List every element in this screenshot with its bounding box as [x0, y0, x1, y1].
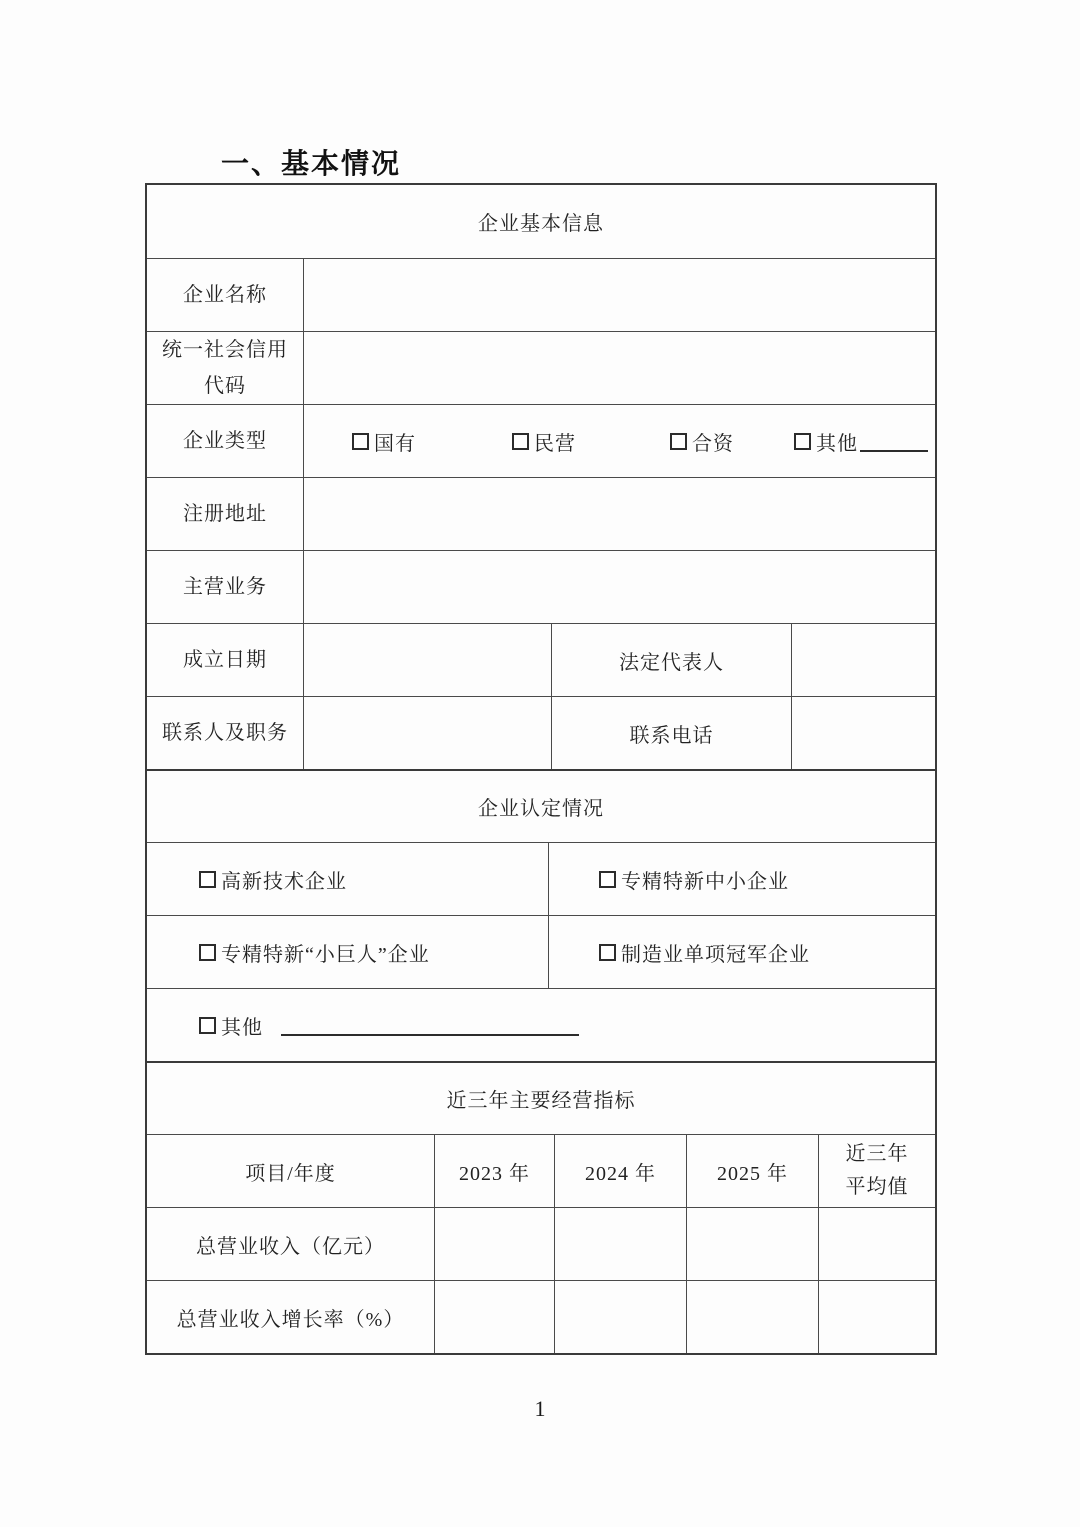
section-heading: 一、基本情况: [221, 148, 402, 179]
indicators-project-year-header: 项目/年度: [245, 1162, 336, 1185]
indicator-average-input[interactable]: [818, 1281, 935, 1353]
checkbox-icon[interactable]: [199, 944, 216, 961]
type-option-label: 其他: [816, 432, 858, 455]
checkbox-icon[interactable]: [670, 433, 687, 450]
indicator-2024-input[interactable]: [554, 1281, 686, 1353]
cert-option-little-giant[interactable]: [147, 916, 548, 988]
cert-option-other[interactable]: [147, 989, 935, 1061]
type-option-joint-venture[interactable]: [670, 427, 734, 456]
company-type-options: [303, 405, 935, 477]
cert-option-label: 其他: [221, 1016, 263, 1039]
indicator-label: 总营业收入（亿元）: [196, 1235, 385, 1258]
company-name-label: 企业名称: [183, 284, 267, 306]
type-option-label: 民营: [534, 432, 576, 455]
indicator-row-total-revenue: [147, 1207, 935, 1280]
credit-code-input[interactable]: [303, 332, 935, 404]
indicators-section-title: 近三年主要经营指标: [446, 1090, 636, 1112]
certification-row-2: [147, 915, 935, 988]
indicator-2025-input[interactable]: [686, 1208, 818, 1280]
legal-rep-label: 法定代表人: [551, 624, 791, 696]
cert-option-single-champion[interactable]: [548, 916, 935, 988]
indicator-2023-input[interactable]: [434, 1208, 554, 1280]
indicator-row-revenue-growth: [147, 1280, 935, 1353]
indicator-2024-input[interactable]: [554, 1208, 686, 1280]
main-business-input[interactable]: [303, 551, 935, 623]
cert-option-high-tech[interactable]: [147, 843, 548, 915]
type-option-label: 合资: [692, 432, 734, 455]
indicators-average-header-line2: 平均值: [845, 1176, 909, 1198]
indicators-2025-header: 2025 年: [686, 1135, 818, 1207]
checkbox-icon[interactable]: [794, 433, 811, 450]
basic-info-header-row: [147, 185, 935, 258]
registered-address-row: [147, 477, 935, 550]
enterprise-form-table: [145, 183, 937, 1355]
credit-code-row: [147, 331, 935, 404]
indicator-average-input[interactable]: [818, 1208, 935, 1280]
cert-option-label: 高新技术企业: [221, 870, 347, 893]
checkbox-icon[interactable]: [599, 944, 616, 961]
indicators-average-header: [818, 1135, 935, 1207]
company-type-row: [147, 404, 935, 477]
checkbox-icon[interactable]: [199, 1017, 216, 1034]
indicators-2023-header: 2023 年: [434, 1135, 554, 1207]
indicators-header-row: [147, 1061, 935, 1134]
type-option-private[interactable]: [512, 427, 576, 456]
type-option-state-owned[interactable]: [352, 427, 416, 456]
cert-option-sme[interactable]: [548, 843, 935, 915]
certification-header-row: [147, 769, 935, 842]
checkbox-icon[interactable]: [512, 433, 529, 450]
indicators-average-header-line1: 近三年: [845, 1143, 909, 1165]
contact-phone-label: 联系电话: [551, 697, 791, 769]
page-number: 1: [534, 1396, 546, 1421]
indicators-2024-header: 2024 年: [554, 1135, 686, 1207]
indicator-label: 总营业收入增长率（%）: [176, 1308, 405, 1331]
indicators-column-header-row: [147, 1134, 935, 1207]
registered-address-input[interactable]: [303, 478, 935, 550]
main-business-label: 主营业务: [183, 576, 267, 598]
basic-info-section-title: 企业基本信息: [478, 213, 604, 235]
type-option-other[interactable]: [794, 427, 928, 456]
establish-date-label: 成立日期: [183, 649, 267, 671]
company-name-row: [147, 258, 935, 331]
cert-option-label: 制造业单项冠军企业: [621, 943, 810, 966]
type-other-fill-in-line[interactable]: [860, 430, 928, 452]
checkbox-icon[interactable]: [599, 871, 616, 888]
checkbox-icon[interactable]: [352, 433, 369, 450]
indicator-2025-input[interactable]: [686, 1281, 818, 1353]
cert-option-label: 专精特新“小巨人”企业: [221, 943, 430, 966]
contact-person-row: [147, 696, 935, 769]
contact-phone-input[interactable]: [791, 697, 935, 769]
type-option-label: 国有: [374, 432, 416, 455]
credit-code-label: 统一社会信用代码: [162, 339, 288, 397]
certification-section-title: 企业认定情况: [478, 798, 604, 820]
certification-row-1: [147, 842, 935, 915]
main-business-row: [147, 550, 935, 623]
checkbox-icon[interactable]: [199, 871, 216, 888]
indicator-2023-input[interactable]: [434, 1281, 554, 1353]
establish-date-input[interactable]: [303, 624, 551, 696]
registered-address-label: 注册地址: [183, 503, 267, 525]
contact-person-label: 联系人及职务: [162, 722, 288, 744]
contact-person-input[interactable]: [303, 697, 551, 769]
legal-rep-input[interactable]: [791, 624, 935, 696]
company-type-label: 企业类型: [183, 430, 267, 452]
certification-row-other: [147, 988, 935, 1061]
cert-other-fill-in-line[interactable]: [281, 1014, 579, 1036]
cert-option-label: 专精特新中小企业: [621, 870, 789, 893]
establish-date-row: [147, 623, 935, 696]
company-name-input[interactable]: [303, 259, 935, 331]
